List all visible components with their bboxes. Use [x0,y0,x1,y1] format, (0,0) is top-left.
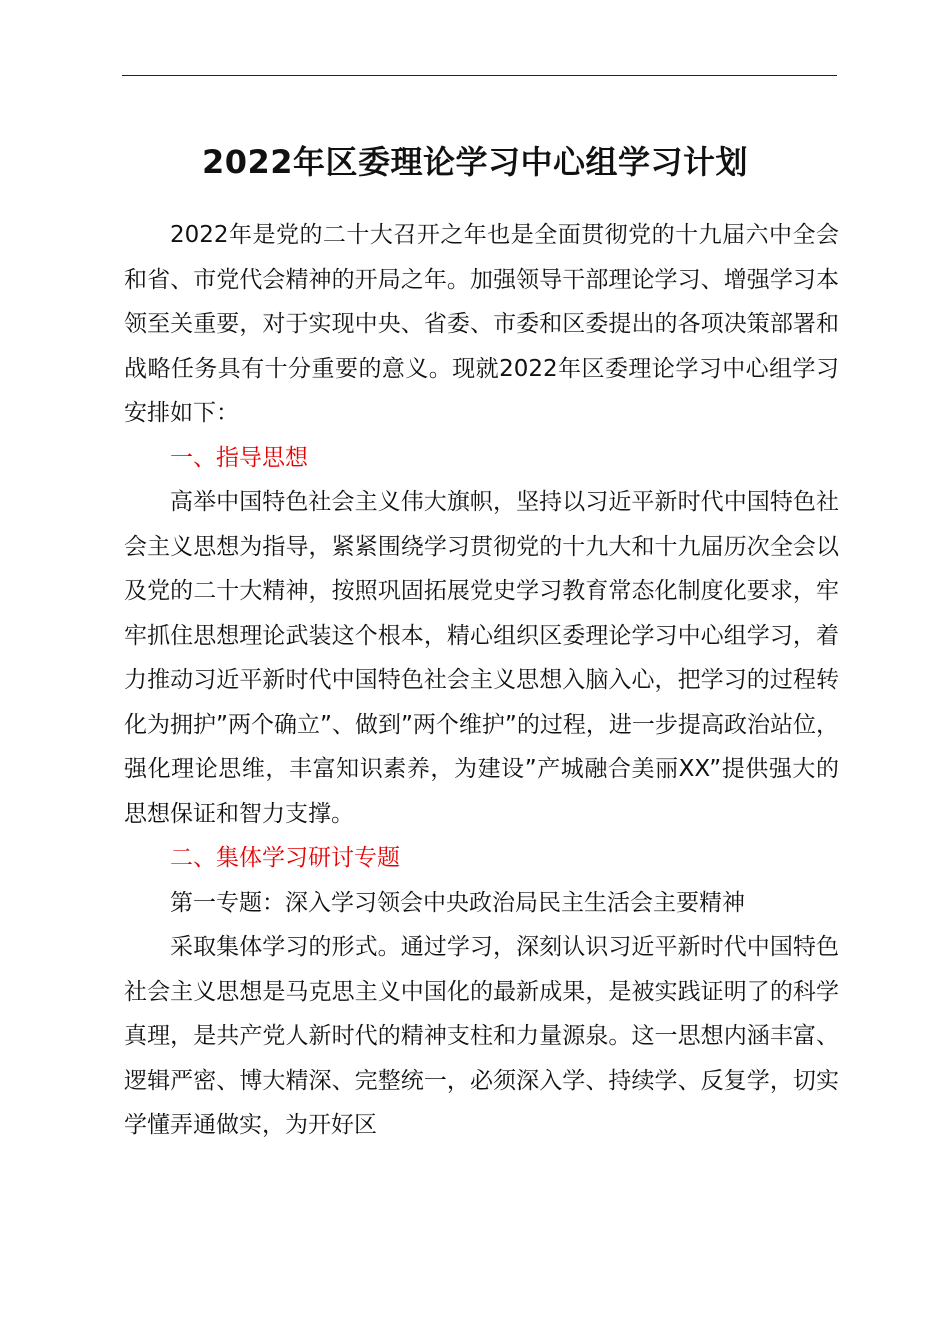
topic-one-paragraph: 采取集体学习的形式。通过学习，深刻认识习近平新时代中国特色社会主义思想是马克思主义中国化的最新成果，是被实践证明了的科学真理，是共产党人新时代的精神支柱和力量源泉。这一思想内涵丰富、逻辑严密、博大精深、完整统一，必须深入学、持续学、反复学，切实学懂弄通做实，为开好区 [124,934,839,1138]
header-rule [122,75,837,76]
document-title: 2022年区委理论学习中心组学习计划 [201,143,749,181]
section-heading-study-topics: 二、集体学习研讨专题 [170,845,400,871]
document-body [124,213,839,1148]
guiding-ideology-paragraph: 高举中国特色社会主义伟大旗帜，坚持以习近平新时代中国特色社会主义思想为指导，紧紧围绕学习贯彻党的十九大和十九届历次全会以及党的二十大精神，按照巩固拓展党史学习教育常态化制度化要求，牢牢抓住思想理论武装这个根本，精心组织区委理论学习中心组学习，着力推动习近平新时代中国特色社会主义思想入脑入心，把学习的过程转化为拥护”两个确立”、做到”两个维护”的过程，进一步提高政治站位，强化理论思维，丰富知识素养，为建设”产城融合美丽XX”提供强大的思想保证和智力支撑。 [124,489,839,827]
intro-paragraph: 2022年是党的二十大召开之年也是全面贯彻党的十九届六中全会和省、市党代会精神的开局之年。加强领导干部理论学习、增强学习本领至关重要，对于实现中央、省委、市委和区委提出的各项决策部署和战略任务具有十分重要的意义。现就2022年区委理论学习中心组学习安排如下： [124,222,839,426]
section-heading-guiding-ideology: 一、指导思想 [170,444,308,471]
topic-one-title: 第一专题：深入学习领会中央政治局民主生活会主要精神 [170,889,745,916]
